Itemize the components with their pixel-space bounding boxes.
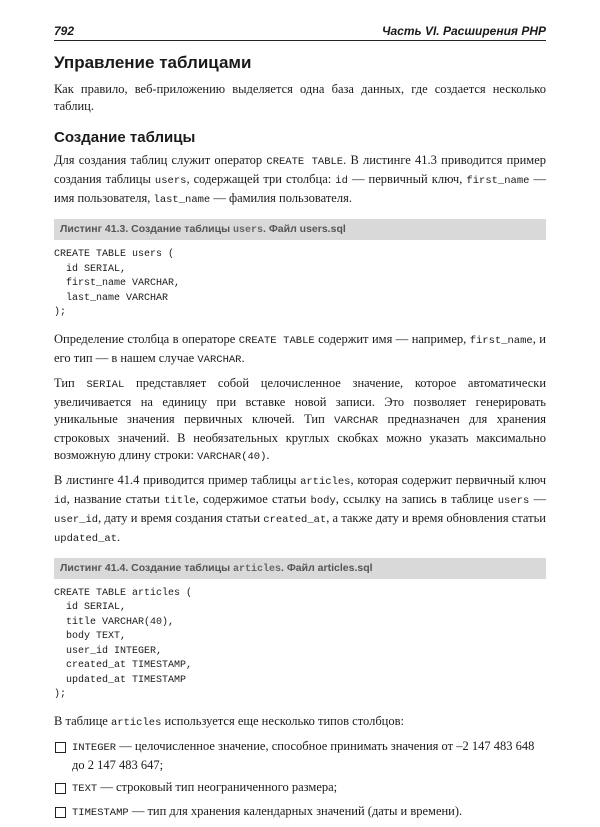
subsection-title: Создание таблицы (54, 129, 196, 146)
code-listing-users: CREATE TABLE users ( id SERIAL, first_name VARCHAR, last_name VARCHAR ); (54, 249, 181, 318)
section-title: Управление таблицами (54, 53, 252, 72)
paragraph-column-definition: Определение столбца в операторе CREATE TABLE содержит имя — например, first_name, и его тип — в нашем случае VARCHAR. (54, 331, 546, 366)
running-header (54, 14, 546, 41)
checkbox-bullet-icon (55, 807, 66, 818)
list-item: TIMESTAMP — тип для хранения календарных значений (даты и времени). (54, 803, 546, 822)
listing-title-users: Листинг 41.3. Создание таблицы users. Файл users.sql (54, 219, 546, 240)
part-title: Часть VI. Расширения PHP (382, 24, 546, 38)
paragraph-serial-type: Тип SERIAL представляет собой целочисленное значение, которое автоматически увеличивается на единицу при вставке новой записи. Это позволяет генерировать уникальные значения первичных ключей. Тип VARCHAR предназначен для хранения строковых значений. В необязательных круглых скобках можно указать максимально возможную длину строки: VARCHAR(40). (54, 375, 547, 463)
intro-paragraph: Как правило, веб-приложению выделяется одна база данных, где создается несколько таблиц. (54, 82, 546, 113)
paragraph-articles: В листинге 41.4 приводится пример таблицы articles, которая содержит первичный ключ id, название статьи title, содержимое статьи body, ссылку на запись в таблице users — user_id, дату и время создания статьи created_at, а также дату и время обновления статьи updated_at. (54, 472, 547, 545)
listing-title-articles: Листинг 41.4. Создание таблицы articles. Файл articles.sql (54, 558, 546, 579)
column-types-list (54, 738, 546, 822)
list-item: TEXT — строковый тип неограниченного размера; (54, 779, 546, 798)
paragraph-column-types: В таблице articles используется еще несколько типов столбцов: (54, 713, 404, 729)
page-number: 792 (54, 24, 75, 38)
checkbox-bullet-icon (55, 742, 66, 753)
checkbox-bullet-icon (55, 783, 66, 794)
book-page (54, 14, 546, 827)
list-item: INTEGER — целочисленное значение, способное принимать значения от –2 147 483 648 до 2 147 483 647; (54, 738, 546, 774)
code-listing-articles: CREATE TABLE articles ( id SERIAL, title VARCHAR(40), body TEXT, user_id INTEGER, created_at TIMESTAMP, updated_at TIMESTAMP ); (54, 587, 193, 700)
paragraph-create-table: Для создания таблиц служит оператор CREATE TABLE. В листинге 41.3 приводится пример создания таблицы users, содержащей три столбца: id — первичный ключ, first_name — имя пользователя, last_name — фамилия пользователя. (54, 153, 547, 206)
